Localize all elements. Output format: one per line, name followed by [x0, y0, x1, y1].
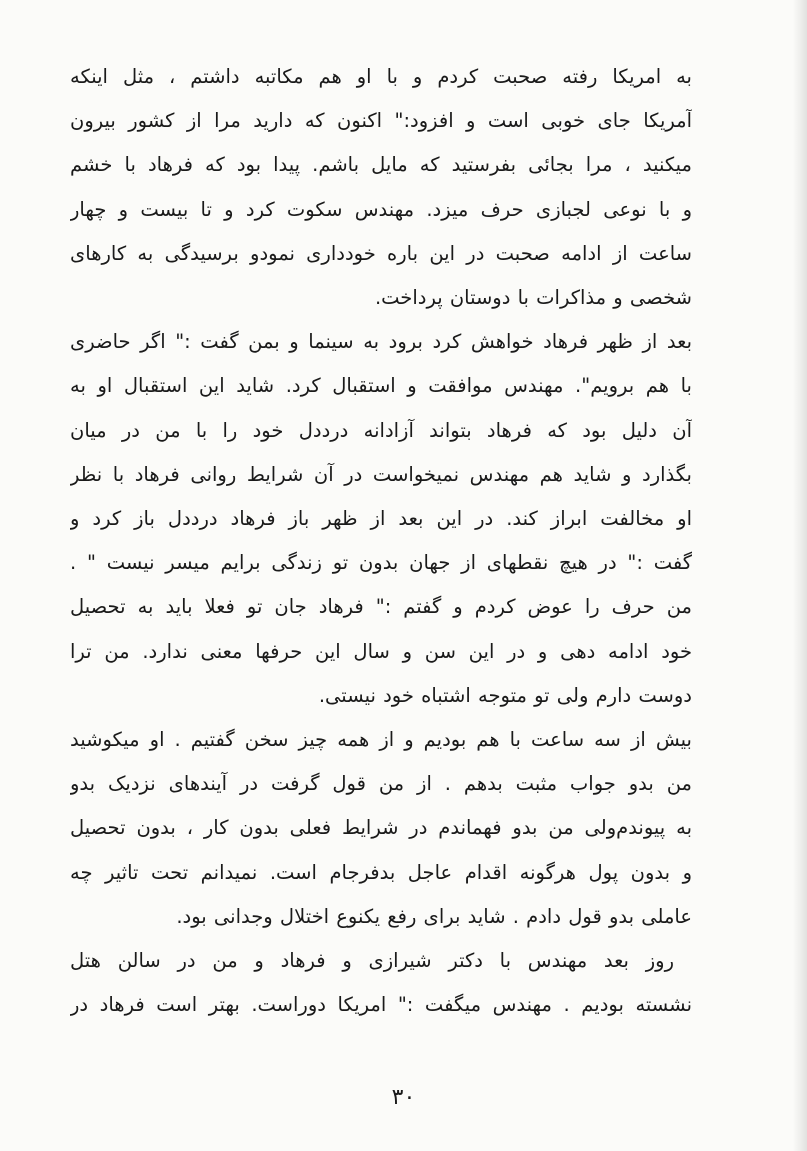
page-body-text [70, 55, 692, 1027]
text-line: خود ادامه دهی و در این سن و سال این حرفها معنی ندارد. من ترا [70, 639, 692, 663]
text-line: شخصی و مذاکرات با دوستان پرداخت. [374, 286, 692, 310]
text-line: من حرف را عوض کردم و گفتم :" فرهاد جان تو فعلا باید به تحصیل [70, 595, 692, 619]
text-line: عاملی بدو قول دادم . شاید برای رفع یکنوع اختلال وجدانی بود. [176, 904, 692, 928]
text-line: و با نوعی لجبازی حرف میزد. مهندس سکوت کرد و تا بیست و چهار [70, 197, 692, 221]
paragraph-3 [70, 718, 692, 939]
paragraph-1 [70, 55, 692, 320]
text-line: دوست دارم ولی تو متوجه اشتباه خود نیستی. [318, 683, 692, 707]
text-line: میکنید ، مرا بجائی بفرستید که مایل باشم. پیدا بود که فرهاد با خشم [70, 153, 692, 177]
text-line: من بدو جواب مثبت بدهم . از من قول گرفت در آیندهای نزدیک بدو [70, 772, 692, 796]
text-line: آن دلیل بود که فرهاد بتواند آزادانه درددل خود را با من در میان [70, 418, 692, 442]
text-line: گفت :" در هیچ نقطهای از جهان بدون تو زندگی برایم میسر نیست " . [70, 551, 692, 575]
text-line: با هم برویم". مهندس موافقت و استقبال کرد. شاید این استقبال او به [70, 374, 692, 398]
text-line: بگذارد و شاید هم مهندس نمیخواست در آن شرایط روانی فرهاد با نظر [70, 462, 692, 486]
text-line: و بدون پول هرگونه اقدام عاجل بدفرجام است. نمیدانم تحت تاثیر چه [70, 860, 692, 884]
page-number: ۳۰ [391, 1085, 416, 1110]
text-line: روز بعد مهندس با دکتر شیرازی و فرهاد و من در سالن هتل [70, 949, 674, 973]
text-line: نشسته بودیم . مهندس میگفت :" امریکا دوراست. بهتر است فرهاد در [70, 993, 692, 1017]
paragraph-4 [70, 939, 692, 1027]
text-line: آمریکا جای خوبی است و افزود:" اکنون که دارید مرا از کشور بیرون [70, 109, 692, 133]
paragraph-2 [70, 320, 692, 718]
text-line: ساعت از ادامه صحبت در این باره خودداری نمودو برسیدگی به کارهای [70, 241, 692, 265]
text-line: او مخالفت ابراز کند. در این بعد از ظهر باز فرهاد درددل باز کرد و [70, 507, 692, 531]
text-line: به امریکا رفته صحبت کردم و با او هم مکاتبه داشتم ، مثل اینکه [70, 65, 692, 88]
text-line: بیش از سه ساعت با هم بودیم و از همه چیز سخن گفتیم . او میکوشید [70, 728, 692, 752]
text-line: به پیوندم‌ولی من بدو فهماندم در شرایط فعلی بدون کار ، بدون تحصیل [70, 816, 692, 840]
text-line: بعد از ظهر فرهاد خواهش کرد برود به سینما و بمن گفت :" اگر حاضری [70, 330, 692, 354]
page-edge-shadow [793, 0, 807, 1151]
